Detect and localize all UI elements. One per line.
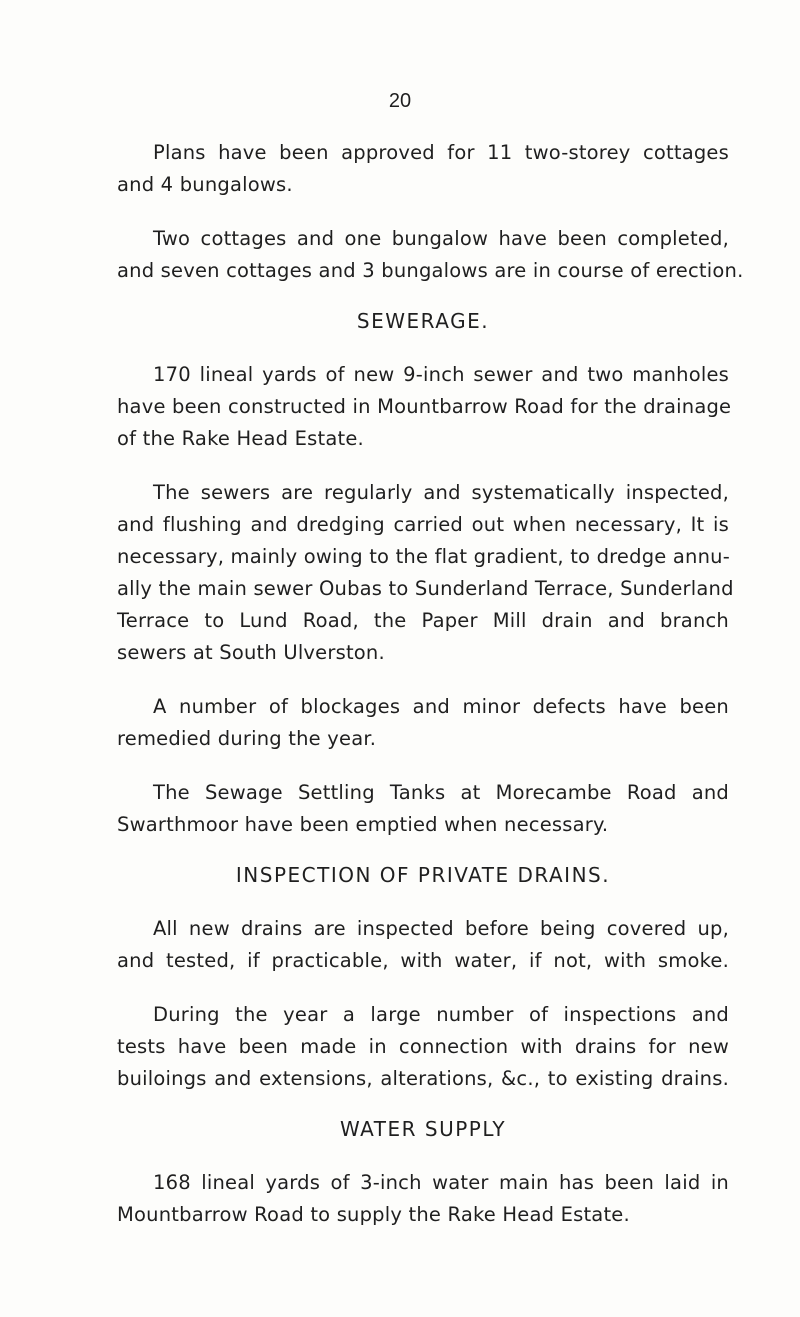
text-line: and flushing and dredging carried out when necessary, It is <box>117 513 729 536</box>
text-line: necessary, mainly owing to the flat gradient, to dredge annu- <box>117 545 730 568</box>
text-line: remedied during the year. <box>117 727 377 750</box>
text-line: 168 lineal yards of 3-inch water main has been laid in <box>153 1171 729 1194</box>
section-housing <box>117 137 744 287</box>
text-line: of the Rake Head Estate. <box>117 427 364 450</box>
text-line: During the year a large number of inspections and <box>153 1003 729 1026</box>
section-heading: SEWERAGE. <box>356 309 490 333</box>
text-line: Plans have been approved for 11 two-storey cottages <box>153 141 729 164</box>
text-line: tests have been made in connection with drains for new <box>117 1035 729 1058</box>
section-heading: WATER SUPPLY <box>339 1117 507 1141</box>
text-line: The Sewage Settling Tanks at Morecambe Road and <box>153 781 729 804</box>
section-water-supply <box>117 1117 729 1231</box>
paragraph <box>117 223 744 287</box>
paragraph <box>117 913 729 977</box>
paragraph <box>117 1167 729 1231</box>
page-number: 20 <box>388 90 412 112</box>
text-line: Mountbarrow Road to supply the Rake Head Estate. <box>117 1203 630 1226</box>
text-line: The sewers are regularly and systematically inspected, <box>153 481 729 504</box>
text-line: builoings and extensions, alterations, &c., to existing drains. <box>117 1067 729 1090</box>
text-line: and tested, if practicable, with water, if not, with smoke. <box>117 949 729 972</box>
document-body <box>117 137 744 1253</box>
text-line: 170 lineal yards of new 9-inch sewer and two manholes <box>153 363 729 386</box>
text-line: A number of blockages and minor defects have been <box>153 695 729 718</box>
paragraph <box>117 777 729 841</box>
text-line: ally the main sewer Oubas to Sunderland Terrace, Sunderland <box>117 577 734 600</box>
section-sewerage <box>117 309 734 841</box>
paragraph <box>117 477 734 669</box>
paragraph <box>117 137 729 201</box>
text-line: Terrace to Lund Road, the Paper Mill drain and branch <box>117 609 729 632</box>
text-line: Swarthmoor have been emptied when necessary. <box>117 813 609 836</box>
text-line: All new drains are inspected before being covered up, <box>153 917 729 940</box>
paragraph <box>117 359 732 455</box>
text-line: and seven cottages and 3 bungalows are in course of erection. <box>117 259 744 282</box>
text-line: Two cottages and one bungalow have been completed, <box>153 227 729 250</box>
text-line: have been constructed in Mountbarrow Road for the drainage <box>117 395 732 418</box>
text-line: sewers at South Ulverston. <box>117 641 385 664</box>
paragraph <box>117 691 729 755</box>
section-heading: INSPECTION OF PRIVATE DRAINS. <box>235 863 611 887</box>
paragraph <box>117 999 729 1095</box>
section-inspection-of-private-drains <box>117 863 729 1095</box>
text-line: and 4 bungalows. <box>117 173 293 196</box>
